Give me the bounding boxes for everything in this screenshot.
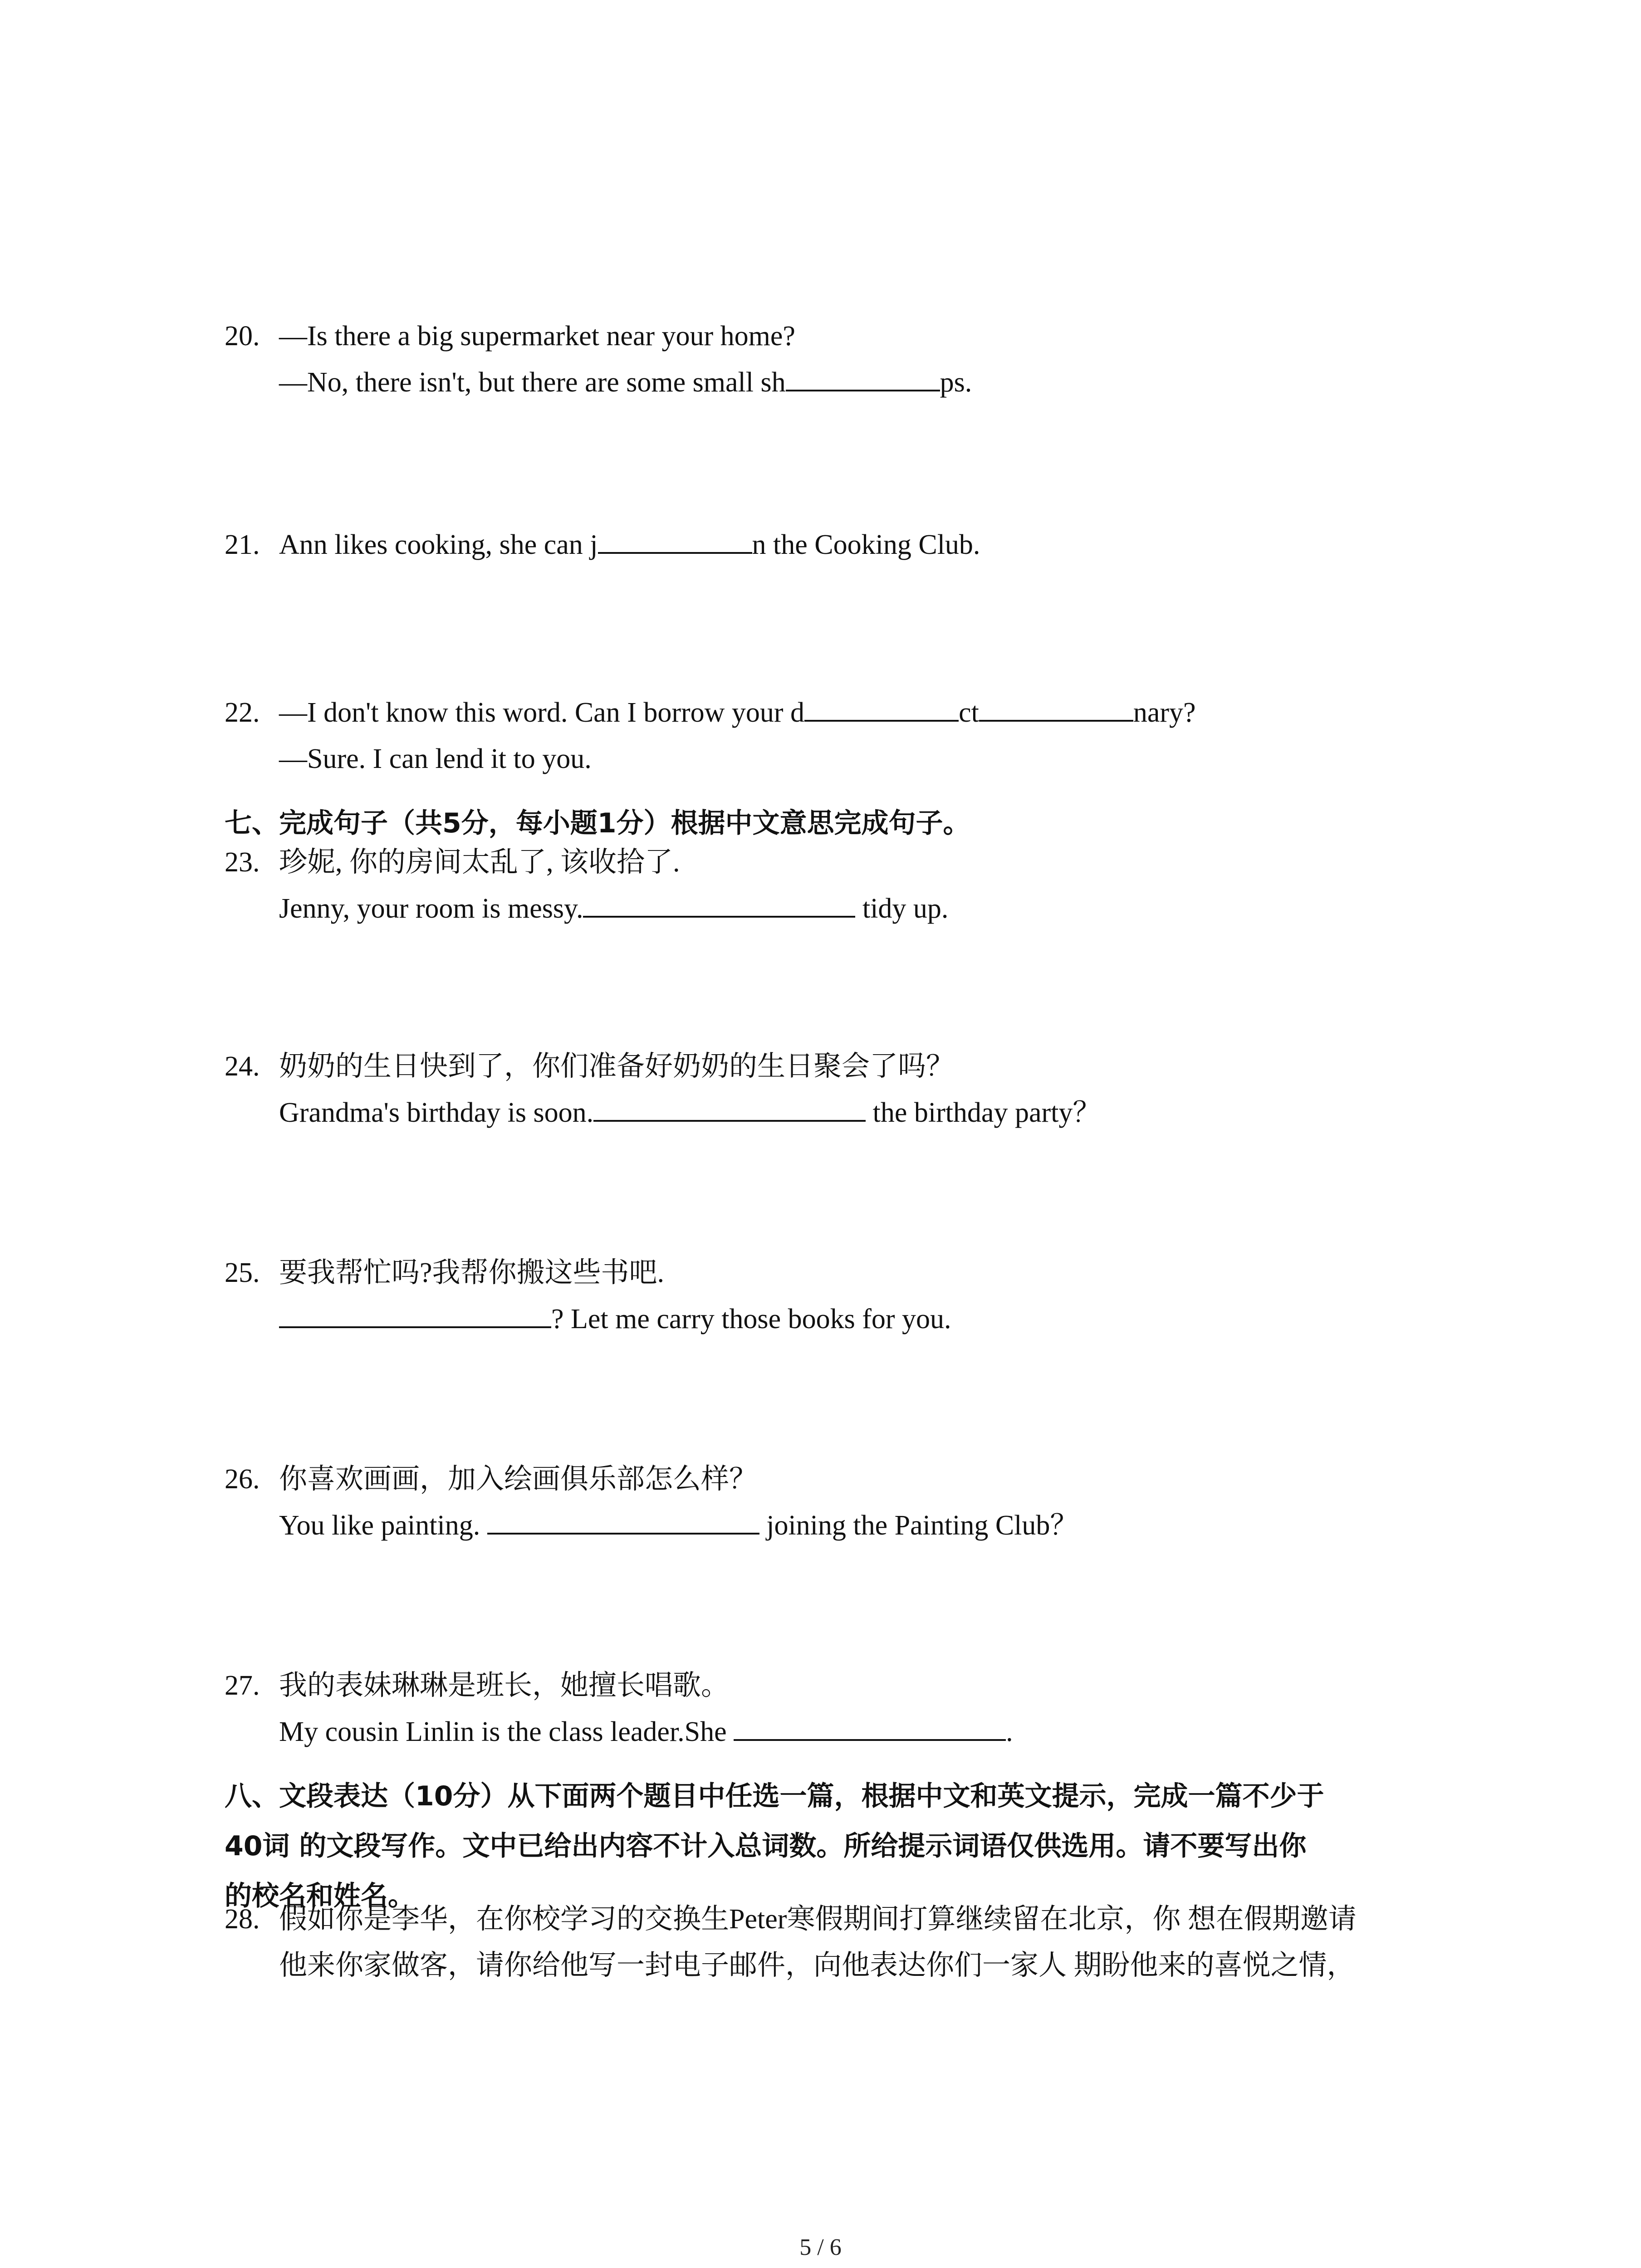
answer-blank [786, 368, 940, 391]
line-text: . [1006, 1716, 1013, 1747]
question-line [279, 1043, 954, 1090]
question-number: 21. [225, 529, 260, 560]
question-line [279, 885, 948, 932]
line-text: —No, there isn't, but there are some small sh [279, 367, 786, 398]
line-text: the birthday party？ [866, 1097, 1101, 1128]
question-number: 28. [225, 1904, 260, 1935]
line-text: tidy up. [855, 893, 949, 924]
question-line [279, 1296, 951, 1342]
question-line [279, 1942, 1355, 1989]
question-line [279, 1250, 664, 1296]
section-eight-heading [225, 1771, 1460, 1921]
line-text: 奶奶的生日快到了，你们准备好奶奶的生日聚会了吗？ [279, 1051, 955, 1082]
line-text: ps. [940, 367, 972, 398]
line-text: —Is there a big supermarket near your home? [279, 321, 795, 352]
answer-blank [583, 894, 855, 918]
question-number: 22. [225, 697, 260, 728]
question-line [279, 359, 972, 406]
line-text: 假如你是李华，在你校学习的交换生Peter寒假期间打算继续留在北京，你 想在假期邀请 [279, 1904, 1357, 1935]
section-seven-heading: 七、完成句子（共5分，每小题1分）根据中文意思完成句子。 [225, 807, 970, 839]
line-text: My cousin Linlin is the class leader.She [279, 1716, 734, 1747]
question-number: 23. [225, 847, 260, 878]
line-text: Grandma's birthday is soon. [279, 1097, 594, 1128]
question-line [279, 689, 1196, 736]
question-line [279, 1709, 1013, 1755]
question-number: 20. [225, 321, 260, 352]
answer-blank [598, 530, 752, 554]
question-number: 24. [225, 1051, 260, 1082]
line-text: You like painting. [279, 1510, 487, 1541]
question-line [279, 1502, 1078, 1549]
line-text: 要我帮忙吗?我帮你搬这些书吧. [279, 1257, 665, 1288]
question-number: 27. [225, 1670, 260, 1701]
line-text: nary? [1133, 697, 1196, 728]
section-eight-line: 40词 的文段写作。文中已给出内容不计入总词数。所给提示词语仅供选用。请不要写出你 [225, 1830, 1307, 1862]
question-number: 25. [225, 1257, 260, 1288]
question-line [279, 313, 795, 359]
question-line [279, 1090, 1101, 1136]
line-text: joining the Painting Club？ [759, 1510, 1078, 1541]
answer-blank [734, 1717, 1006, 1741]
section-eight-line: 的校名和姓名。 [225, 1880, 415, 1912]
line-text: 珍妮, 你的房间太乱了, 该收拾了. [279, 847, 680, 878]
answer-blank [487, 1511, 759, 1535]
line-text: —Sure. I can lend it to you. [279, 743, 592, 774]
answer-blank [804, 698, 959, 722]
line-text: 你喜欢画画，加入绘画俱乐部怎么样？ [279, 1464, 758, 1495]
answer-blank [279, 1305, 551, 1328]
line-text: 他来你家做客，请你给他写一封电子邮件，向他表达你们一家人 期盼他来的喜悦之情， [279, 1950, 1355, 1981]
page-number: 5 / 6 [799, 2234, 842, 2260]
line-text: ? Let me carry those books for you. [551, 1304, 951, 1334]
line-text: n the Cooking Club. [752, 529, 980, 560]
section-eight-line: 八、文段表达（10分）从下面两个题目中任选一篇，根据中文和英文提示，完成一篇不少于 [225, 1780, 1324, 1812]
question-number: 26. [225, 1464, 260, 1495]
question-line [279, 736, 592, 782]
line-text: Jenny, your room is messy. [279, 893, 583, 924]
line-text: ct [959, 697, 979, 728]
line-text: —I don't know this word. Can I borrow your d [279, 697, 805, 728]
answer-blank [979, 698, 1133, 722]
line-text: 我的表妹琳琳是班长，她擅长唱歌。 [279, 1670, 730, 1701]
question-line [279, 522, 980, 568]
answer-blank [593, 1098, 866, 1122]
question-line [279, 1456, 757, 1502]
question-line [279, 1662, 729, 1709]
line-text: Ann likes cooking, she can j [279, 529, 598, 560]
